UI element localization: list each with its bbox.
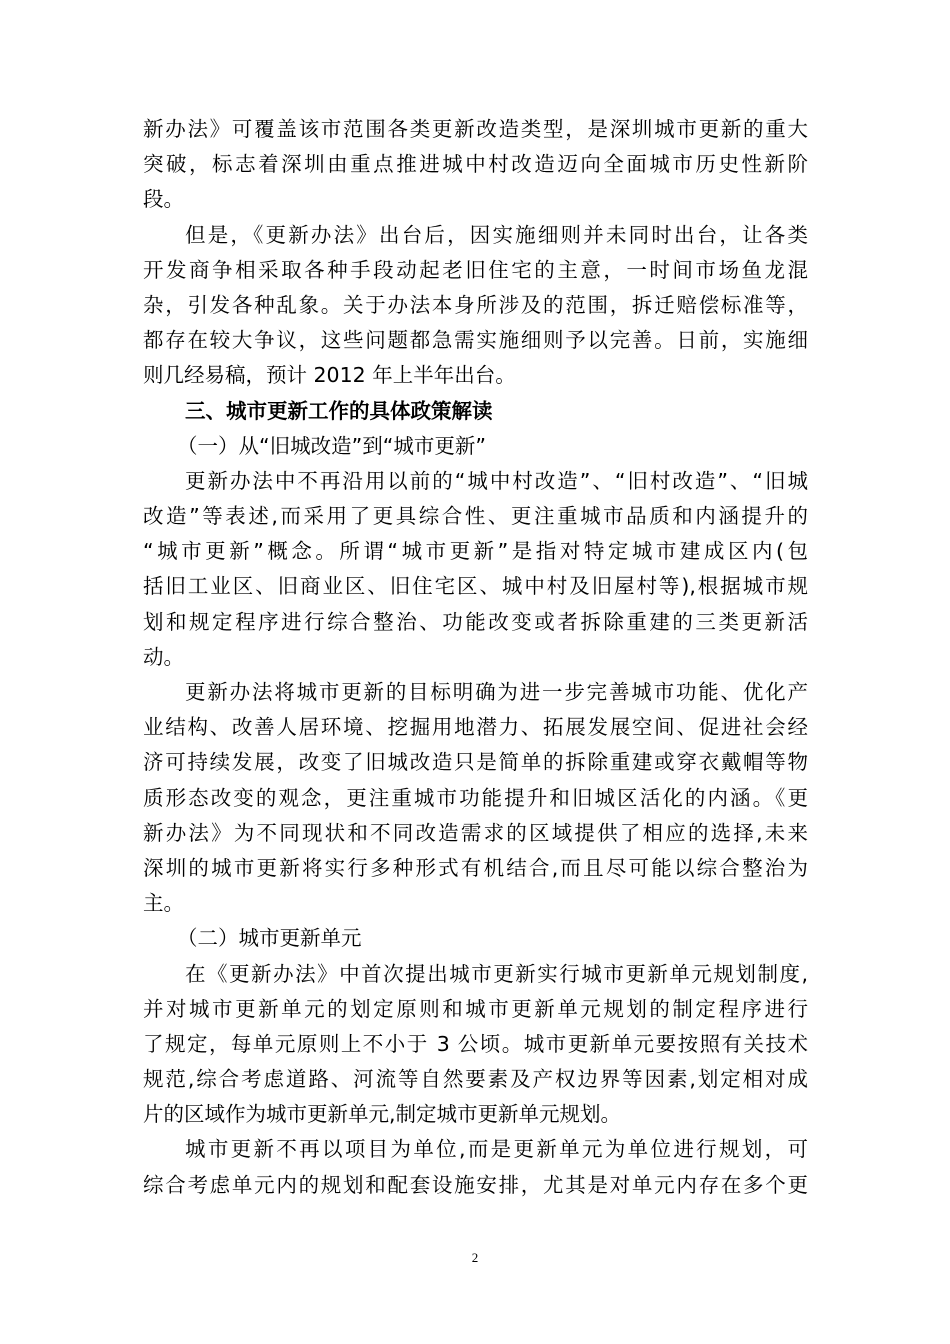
- text-line: 改造”等表述,而采用了更具综合性、更注重城市品质和内涵提升的: [143, 504, 808, 529]
- text-line: 综合考虑单元内的规划和配套设施安排，尤其是对单元内存在多个更: [143, 1172, 808, 1197]
- text-line: 开发商争相采取各种手段动起老旧住宅的主意，一时间市场鱼龙混: [143, 257, 808, 282]
- text-line: 在《更新办法》中首次提出城市更新实行城市更新单元规划制度,: [185, 961, 808, 986]
- document-body: [143, 112, 808, 1203]
- text-line: 业结构、改善人居环境、挖掘用地潜力、拓展发展空间、促进社会经: [143, 715, 808, 740]
- subsection-heading: （二）城市更新单元: [177, 926, 362, 951]
- text-line: 都存在较大争议，这些问题都急需实施细则予以完善。日前，实施细: [143, 328, 808, 353]
- text-line: 动。: [143, 644, 184, 669]
- text-line: 划和规定程序进行综合整治、功能改变或者拆除重建的三类更新活: [143, 609, 808, 634]
- text-line: 更新办法将城市更新的目标明确为进一步完善城市功能、优化产: [185, 680, 808, 704]
- subsection-heading: （一）从“旧城改造”到“城市更新”: [177, 433, 486, 458]
- text-line: 深圳的城市更新将实行多种形式有机结合,而且尽可能以综合整治为: [143, 855, 808, 880]
- text-line: 括旧工业区、旧商业区、旧住宅区、城中村及旧屋村等),根据城市规: [143, 574, 808, 599]
- text-line: 规范,综合考虑道路、河流等自然要素及产权边界等因素,划定相对成: [143, 1067, 808, 1092]
- text-line: 更新办法中不再沿用以前的“城中村改造”、“旧村改造”、“旧城: [185, 468, 808, 493]
- text-line: 新办法》为不同现状和不同改造需求的区域提供了相应的选择,未来: [143, 820, 808, 845]
- text-line: 则几经易稿，预计 2012 年上半年出台。: [143, 363, 516, 388]
- text-line: 段。: [143, 187, 184, 212]
- text-line: 主。: [143, 891, 184, 916]
- text-line: 杂，引发各种乱象。关于办法本身所涉及的范围，拆迁赔偿标准等，: [143, 292, 808, 317]
- text-line: 新办法》可覆盖该市范围各类更新改造类型，是深圳城市更新的重大: [143, 117, 808, 141]
- text-line: 质形态改变的观念，更注重城市功能提升和旧城区活化的内涵。《更: [143, 785, 808, 810]
- text-line: 了规定，每单元原则上不小于 3 公顷。城市更新单元要按照有关技术: [143, 1031, 808, 1056]
- text-line: 突破，标志着深圳由重点推进城中村改造迈向全面城市历史性新阶: [143, 152, 808, 177]
- text-line: 片的区域作为城市更新单元,制定城市更新单元规划。: [143, 1102, 622, 1127]
- text-line: 并对城市更新单元的划定原则和城市更新单元规划的制定程序进行: [143, 996, 808, 1021]
- page-number: 2: [471, 1250, 479, 1265]
- text-line: “城市更新”概念。所谓“城市更新”是指对特定城市建成区内(包: [143, 539, 808, 564]
- text-line: 城市更新不再以项目为单位,而是更新单元为单位进行规划，可: [185, 1137, 808, 1162]
- text-line: 济可持续发展，改变了旧城改造只是简单的拆除重建或穿衣戴帽等物: [143, 750, 808, 775]
- text-line: 但是，《更新办法》出台后，因实施细则并未同时出台，让各类: [185, 222, 808, 247]
- section-heading: 三、城市更新工作的具体政策解读: [185, 398, 493, 423]
